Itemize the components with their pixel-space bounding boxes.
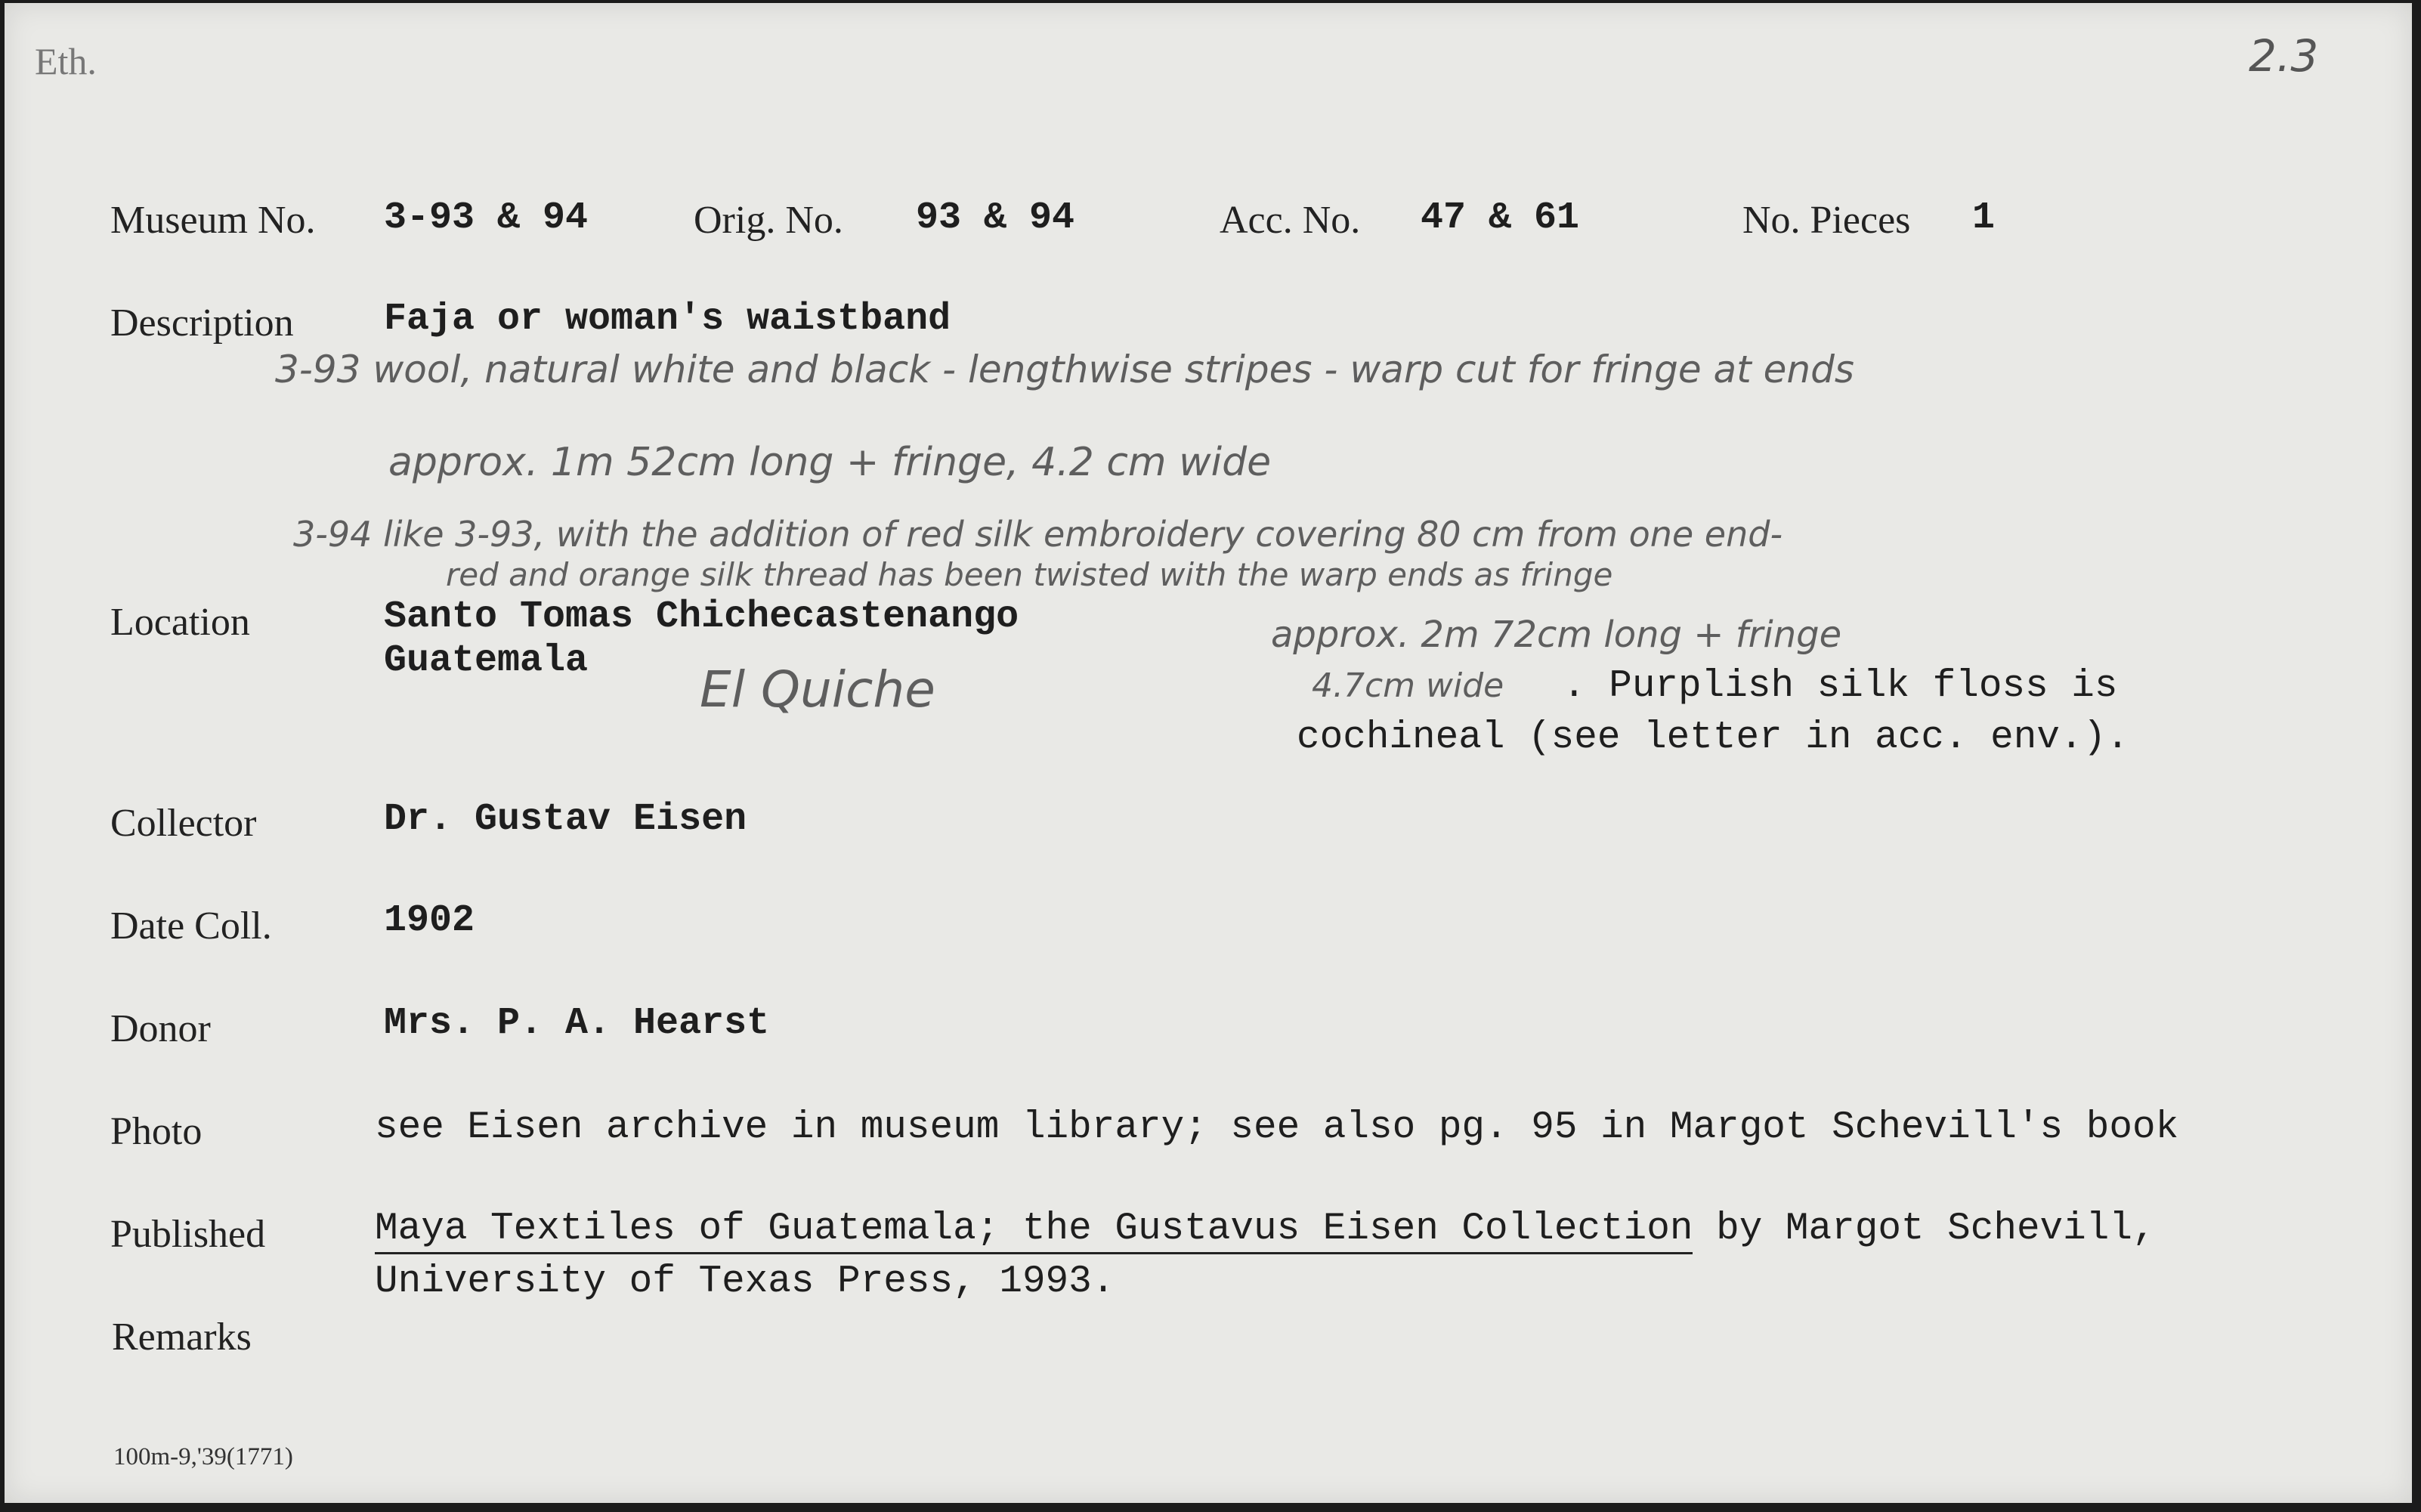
date-coll-label: Date Coll.	[110, 904, 272, 948]
published-author: by Margot Schevill,	[1693, 1207, 2156, 1251]
description-hand-line-1: 3-93 wool, natural white and black - lengthwise stripes - warp cut for fringe at ends	[275, 348, 1854, 391]
museum-no-value: 3-93 & 94	[384, 196, 589, 240]
corner-note: 2.3	[2249, 30, 2319, 82]
description-hand-line-3: 3-94 like 3-93, with the addition of red silk embroidery covering 80 cm from one end-	[293, 514, 1783, 555]
no-pieces-value: 1	[1972, 196, 1996, 240]
description-hand-line-4: red and orange silk thread has been twisted with the warp ends as fringe	[446, 556, 1613, 593]
remarks-label: Remarks	[112, 1316, 252, 1359]
location-line-1: Santo Tomas Chichecastenango	[384, 595, 1019, 639]
published-line-2: University of Texas Press, 1993.	[375, 1260, 1115, 1303]
description-typed-continuation-1: . Purplish silk floss is	[1563, 665, 2118, 708]
description-hand-line-5: approx. 2m 72cm long + fringe	[1271, 614, 1842, 656]
orig-no-label: Orig. No.	[694, 199, 843, 242]
collector-label: Collector	[110, 802, 257, 845]
location-label: Location	[110, 601, 250, 644]
no-pieces-label: No. Pieces	[1742, 199, 1911, 242]
published-label: Published	[110, 1213, 266, 1256]
location-hand-note: El Quiche	[700, 660, 935, 719]
museum-no-label: Museum No.	[110, 199, 316, 242]
photo-value: see Eisen archive in museum library; see also pg. 95 in Margot Schevill's book	[375, 1106, 2179, 1149]
orig-no-value: 93 & 94	[916, 196, 1075, 240]
location-line-2: Guatemala	[384, 639, 589, 682]
acc-no-label: Acc. No.	[1220, 199, 1361, 242]
form-code: 100m-9,'39(1771)	[113, 1443, 293, 1470]
published-book-title: Maya Textiles of Guatemala; the Gustavus Eisen Collection	[375, 1207, 1693, 1254]
department-label: Eth.	[35, 40, 97, 82]
description-hand-line-2: approx. 1m 52cm long + fringe, 4.2 cm wide	[388, 440, 1272, 485]
date-coll-value: 1902	[384, 899, 475, 942]
catalog-card	[5, 3, 2412, 1503]
donor-label: Donor	[110, 1007, 211, 1050]
collector-value: Dr. Gustav Eisen	[384, 798, 747, 841]
photo-label: Photo	[110, 1110, 203, 1153]
description-hand-line-6: 4.7cm wide	[1312, 666, 1504, 705]
description-typed-continuation-2: cochineal (see letter in acc. env.).	[1297, 716, 2129, 759]
donor-value: Mrs. P. A. Hearst	[384, 1002, 770, 1045]
description-value: Faja or woman's waistband	[384, 298, 951, 341]
description-label: Description	[110, 301, 294, 345]
acc-no-value: 47 & 61	[1421, 196, 1580, 240]
published-line-1	[375, 1207, 2156, 1251]
